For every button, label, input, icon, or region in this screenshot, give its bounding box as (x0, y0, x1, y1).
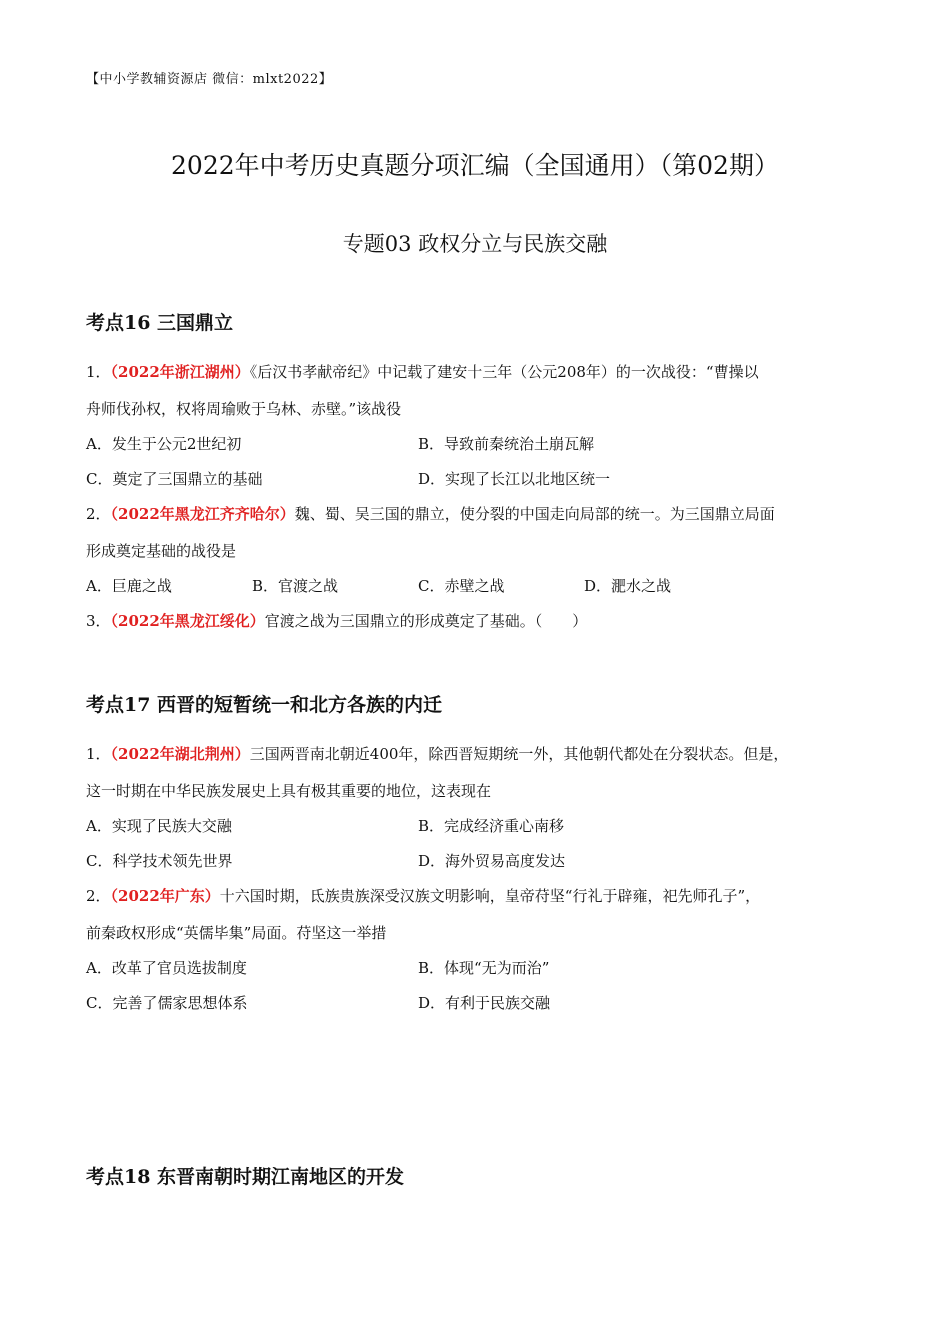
option-c: C．科学技术领先世界 (86, 852, 233, 870)
question-text: 《后汉书孝献帝纪》中记载了建安十三年（公元208年）的一次战役：“曹操以 (249, 363, 759, 381)
question-number: 1． (86, 745, 111, 763)
option-a: A．改革了官员选拔制度 (86, 959, 247, 977)
question-number: 3． (86, 612, 111, 630)
section-heading-17: 考点17 西晋的短暂统一和北方各族的内迁 (86, 694, 443, 716)
option-b: B．导致前秦统治土崩瓦解 (418, 435, 595, 453)
question-source: （2022年黑龙江绥化） (110, 612, 265, 630)
option-b: B．体现“无为而治” (418, 959, 550, 977)
option-d: D．实现了长江以北地区统一 (418, 470, 611, 488)
question-text: 十六国时期，氐族贵族深受汉族文明影响，皇帝苻坚“行礼于辟雍，祀先师孔子”， (219, 887, 761, 905)
option-a: A．实现了民族大交融 (86, 817, 232, 835)
question-16-2-stem (86, 503, 866, 524)
question-17-1-stem (86, 743, 866, 764)
question-text: 官渡之战为三国鼎立的形成奠定了基础。（ ） (264, 612, 588, 630)
question-number: 2． (86, 505, 111, 523)
question-text: 魏、蜀、吴三国的鼎立，使分裂的中国走向局部的统一。为三国鼎立局面 (294, 505, 775, 523)
question-source: （2022年浙江湖州） (110, 363, 250, 381)
option-d: D．海外贸易高度发达 (418, 852, 566, 870)
watermark-text: 【中小学教辅资源店 微信：mlxt2022】 (86, 72, 333, 87)
option-c: C．完善了儒家思想体系 (86, 994, 248, 1012)
option-c: C．赤壁之战 (418, 577, 505, 595)
question-text: 三国两晋南北朝近400年，除西晋短期统一外，其他朝代都处在分裂状态。但是， (249, 745, 789, 763)
document-subtitle: 专题03 政权分立与民族交融 (342, 232, 608, 256)
question-number: 1． (86, 363, 111, 381)
question-16-1-stem-cont: 舟师伐孙权，权将周瑜败于乌林、赤壁。”该战役 (86, 400, 402, 418)
question-17-2-stem (86, 885, 866, 906)
question-16-2-stem-cont: 形成奠定基础的战役是 (86, 542, 237, 560)
option-b: B．官渡之战 (252, 577, 339, 595)
question-source: （2022年黑龙江齐齐哈尔） (110, 505, 295, 523)
question-source: （2022年湖北荆州） (110, 745, 250, 763)
option-d: D．淝水之战 (584, 577, 672, 595)
option-d: D．有利于民族交融 (418, 994, 551, 1012)
option-b: B．完成经济重心南移 (418, 817, 565, 835)
question-source: （2022年广东） (110, 887, 220, 905)
document-title: 2022年中考历史真题分项汇编（全国通用）（第02期） (171, 151, 779, 180)
question-17-2-stem-cont: 前秦政权形成“英儒毕集”局面。苻坚这一举措 (86, 924, 387, 942)
question-number: 2． (86, 887, 111, 905)
option-c: C．奠定了三国鼎立的基础 (86, 470, 263, 488)
question-16-1-stem (86, 361, 866, 382)
option-a: A．发生于公元2世纪初 (86, 435, 242, 453)
question-17-1-stem-cont: 这一时期在中华民族发展史上具有极其重要的地位，这表现在 (86, 782, 492, 800)
question-16-3-stem (86, 610, 866, 631)
section-heading-18: 考点18 东晋南朝时期江南地区的开发 (86, 1166, 405, 1188)
option-a: A．巨鹿之战 (86, 577, 172, 595)
section-heading-16: 考点16 三国鼎立 (86, 312, 234, 334)
